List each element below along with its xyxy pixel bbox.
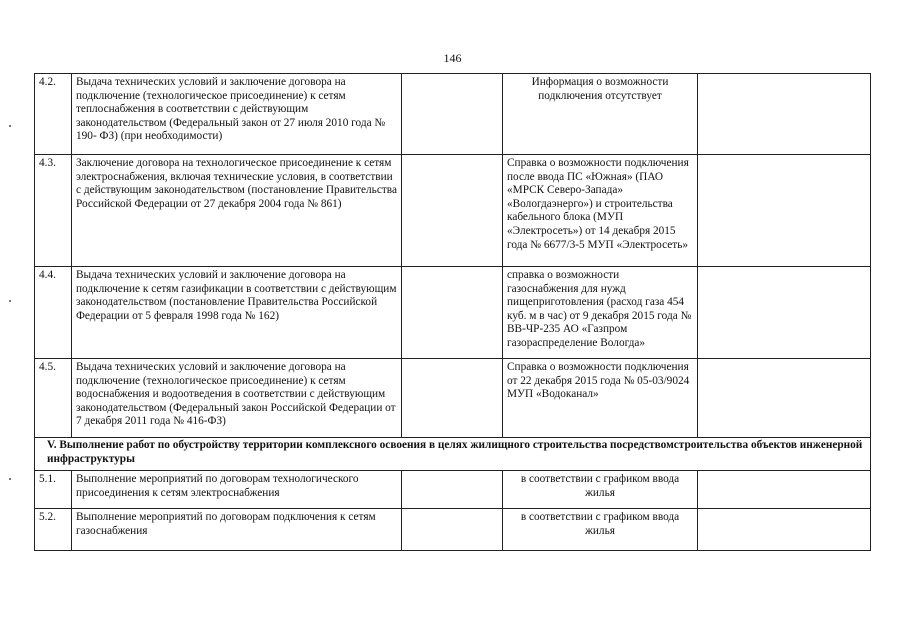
empty-cell — [698, 471, 871, 509]
empty-cell — [402, 471, 503, 509]
row-number: 4.4. — [35, 267, 72, 359]
empty-cell — [698, 359, 871, 438]
empty-cell — [698, 509, 871, 551]
table-row — [35, 509, 871, 551]
row-info: в соответствии с графиком ввода жилья — [503, 509, 698, 551]
row-info: Справка о возможности подключения после ввода ПС «Южная» (ПАО «МРСК Северо-Запада» «Вологдаэнерго») и строительства кабельного блока (МУП «Электросеть») от 14 декабря 2015 года № 6677/3-5 МУП «Электросеть» — [507, 157, 689, 251]
margin-mark — [9, 125, 11, 127]
row-number: 4.2. — [35, 74, 72, 155]
row-info: справка о возможности газоснабжения для нужд пищеприготовления (расход газа 454 куб. м в час) от 9 декабря 2015 года № ВВ-ЧР-235 АО «Газпром газораспределение Вологда» — [503, 267, 698, 359]
empty-cell — [402, 74, 503, 155]
section-header: V. Выполнение работ по обустройству территории комплексного освоения в целях жилищного строительства посредствомстроительства объектов инженерной инфраструктуры — [35, 438, 871, 471]
row-info: в соответствии с графиком ввода жилья — [503, 471, 698, 509]
table-row — [35, 359, 871, 438]
empty-cell — [402, 509, 503, 551]
empty-cell — [402, 359, 503, 438]
empty-cell — [402, 267, 503, 359]
section-header-row — [35, 438, 871, 471]
row-description: Выполнение мероприятий по договорам подключения к сетям газоснабжения — [72, 509, 402, 551]
row-info-cell — [503, 155, 698, 267]
page-number: 146 — [443, 51, 462, 65]
row-description: Выдача технических условий и заключение договора на подключение (технологическое присоединение) к сетям водоснабжения и водоотведения в соответствии с действующим законодательством (Федеральный закон Российской Федерации от 7 декабря 2011 года № 416-ФЗ) — [72, 359, 402, 438]
empty-cell — [698, 155, 871, 267]
row-description: Заключение договора на технологическое присоединение к сетям электроснабжения, включая технические условия, в соответствии с действующим законодательством (постановление Правительства Российской Федерации от 27 декабря 2004 года № 861) — [72, 155, 402, 267]
margin-mark — [9, 300, 11, 302]
margin-mark — [9, 478, 11, 480]
table-row — [35, 74, 871, 155]
table-row — [35, 267, 871, 359]
row-number: 4.5. — [35, 359, 72, 438]
empty-cell — [698, 267, 871, 359]
empty-cell — [402, 155, 503, 267]
row-description: Выдача технических условий и заключение договора на подключение (технологическое присоединение) к сетям теплоснабжения в соответствии с действующим законодательством (Федеральный закон от 27 июля 2010 года № 190- ФЗ) (при необходимости) — [72, 74, 402, 155]
row-info: Справка о возможности подключения от 22 декабря 2015 года № 05-03/9024 МУП «Водоканал» — [503, 359, 698, 438]
empty-cell — [698, 74, 871, 155]
row-info: Информация о возможности подключения отсутствует — [503, 74, 698, 155]
table-row — [35, 155, 871, 267]
row-number: 4.3. — [35, 155, 72, 267]
row-number: 5.2. — [35, 509, 72, 551]
row-description: Выдача технических условий и заключение договора на подключение к сетям газификации в соответствии с действующим законодательством (постановление Правительства Российской Федерации от 5 февраля 1998 года № 162) — [72, 267, 402, 359]
row-description: Выполнение мероприятий по договорам технологического присоединения к сетям электроснабжения — [72, 471, 402, 509]
document-table — [34, 73, 871, 551]
row-number: 5.1. — [35, 471, 72, 509]
table-row — [35, 471, 871, 509]
